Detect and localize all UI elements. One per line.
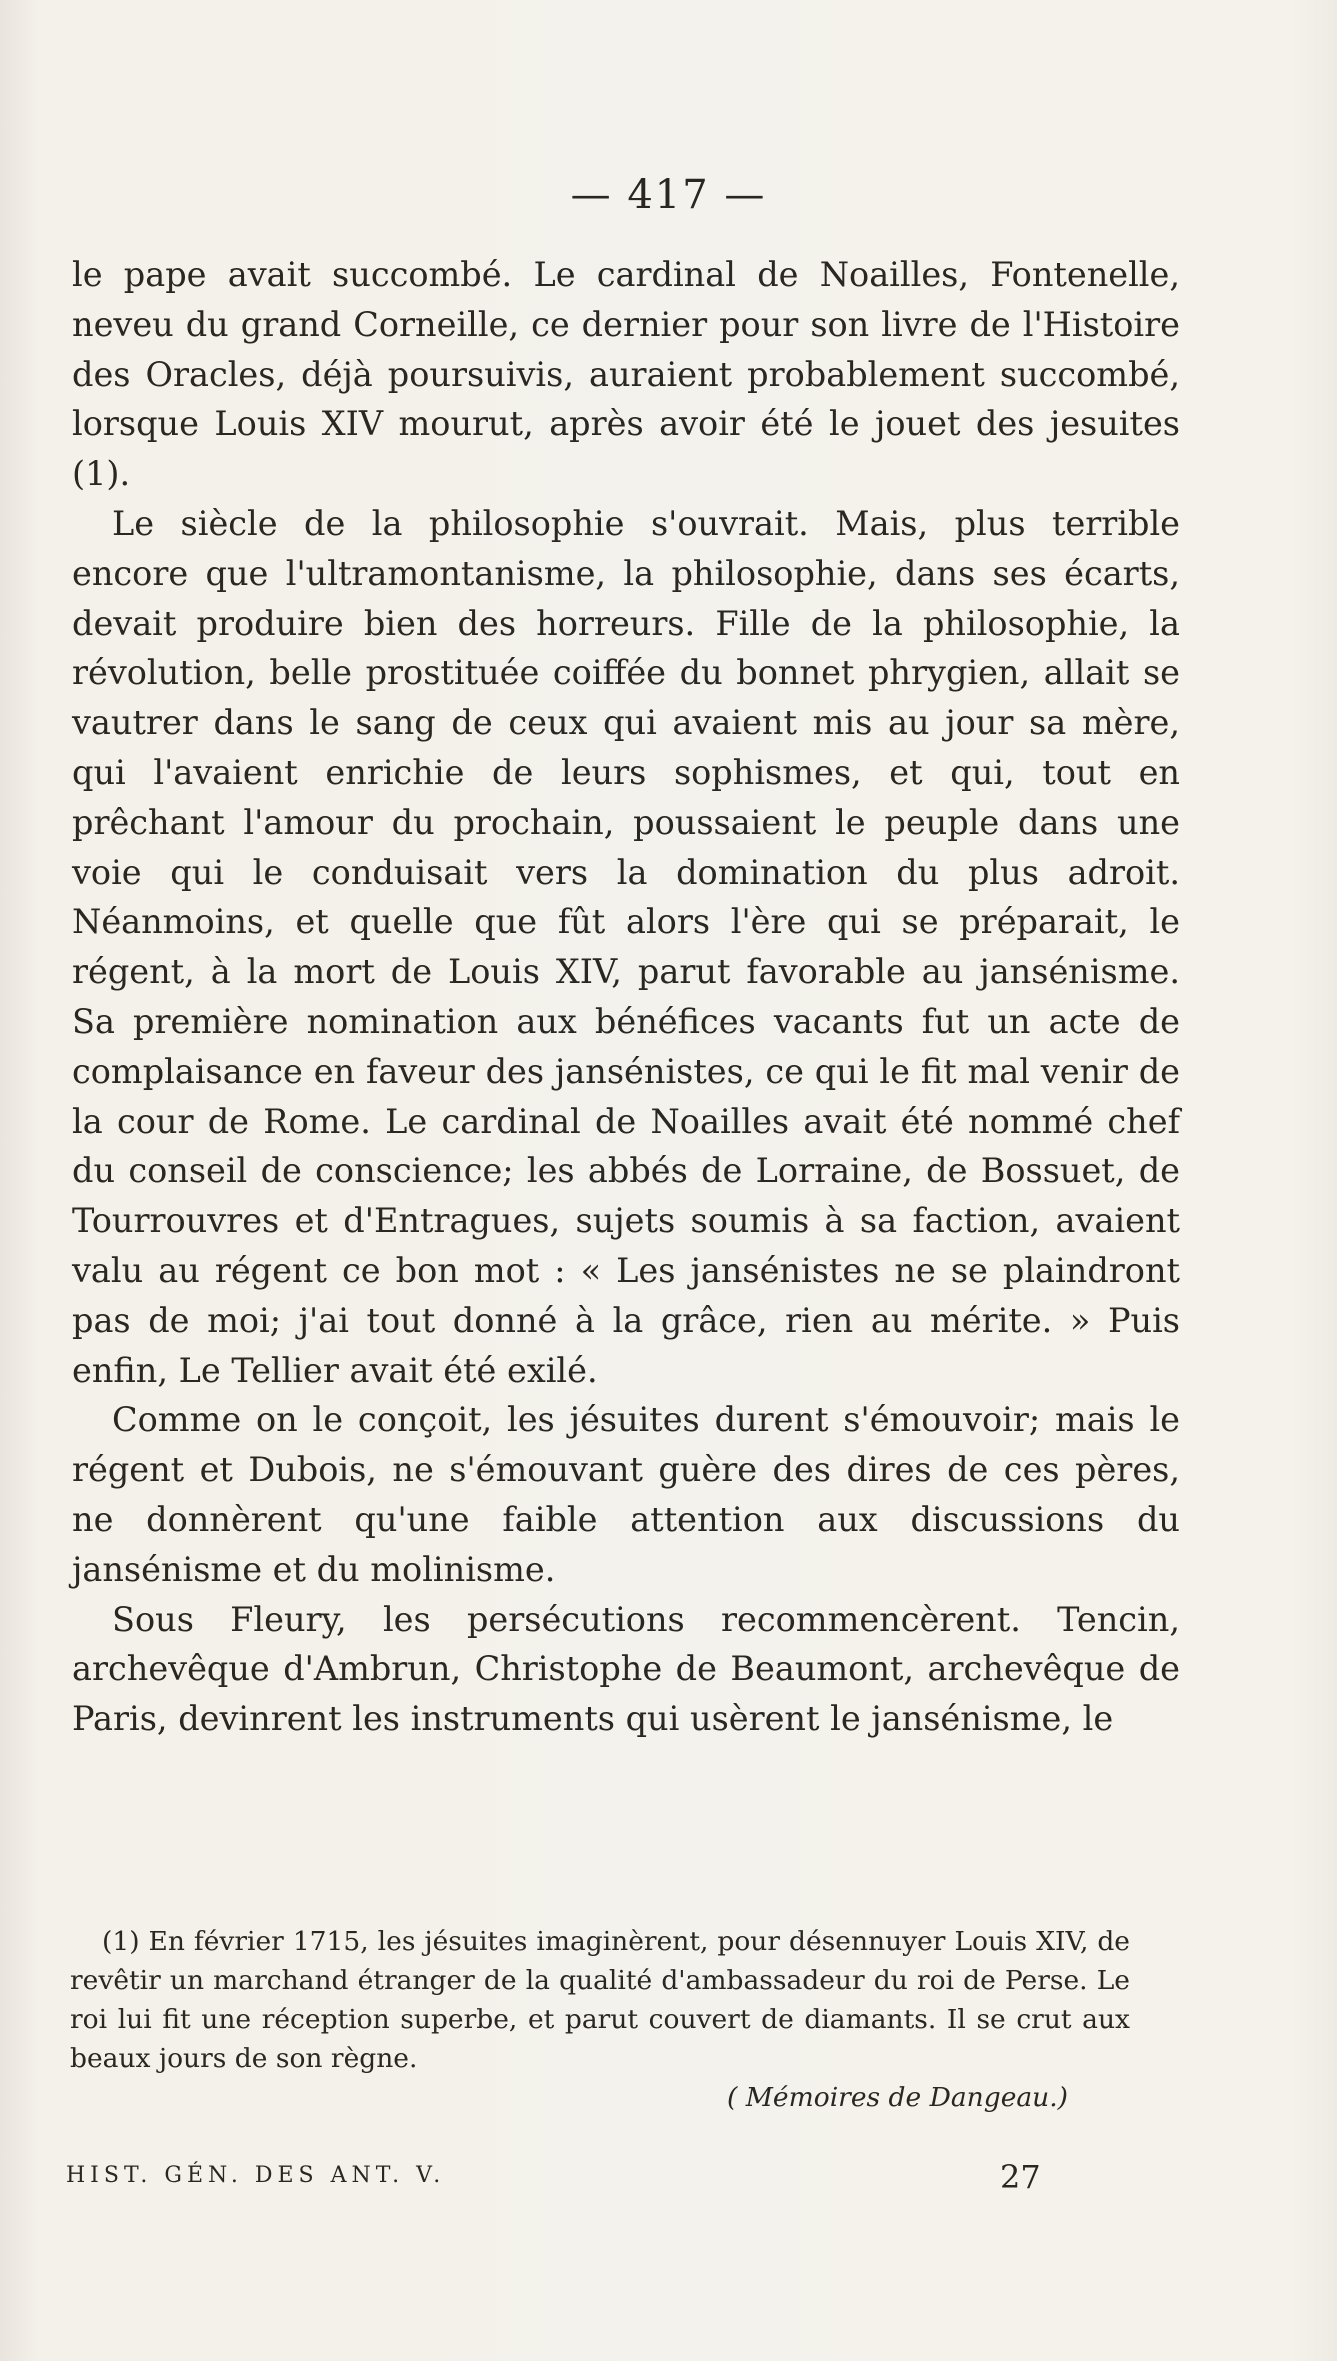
sheet-number: 27	[1000, 2158, 1041, 2196]
paragraph-2: Le siècle de la philosophie s'ouvrait. Mais, plus terrible encore que l'ultramontanisme, la philosophie, dans ses écarts, devait produire bien des horreurs. Fille de la philosophie, la révolution, belle prostituée coiffée du bonnet phrygien, allait se vautrer dans le sang de ceux qui avaient mis au jour sa mère, qui l'avaient enrichie de leurs sophismes, et qui, tout en prêchant l'amour du prochain, poussaient le peuple dans une voie qui le conduisait vers la domination du plus adroit. Néanmoins, et quelle que fût alors l'ère qui se préparait, le régent, à la mort de Louis XIV, parut favorable au jansénisme. Sa première nomination aux bénéfices vacants fut un acte de complaisance en faveur des jansénistes, ce qui le fit mal venir de la cour de Rome. Le cardinal de Noailles avait été nommé chef du conseil de conscience; les abbés de Lorraine, de Bossuet, de Tourrouvres et d'Entragues, sujets soumis à sa faction, avaient valu au régent ce bon mot : « Les jansénistes ne se plaindront pas de moi; j'ai tout donné à la grâce, rien au mérite. » Puis enfin, Le Tellier avait été exilé.	[72, 503, 1180, 1390]
printer-signature: HIST. GÉN. DES ANT. V.	[66, 2163, 446, 2188]
page-number: — 417 —	[570, 172, 767, 218]
paragraph-3: Comme on le conçoit, les jésuites durent s'émouvoir; mais le régent et Dubois, ne s'émouvant guère des dires de ces pères, ne donnèrent qu'une faible attention aux discussions du jansénisme et du molinisme.	[72, 1400, 1180, 1589]
body-text	[72, 250, 1180, 1744]
footnote-source: ( Mémoires de Dangeau.)	[727, 2082, 1068, 2113]
paragraph-1: le pape avait succombé. Le cardinal de Noailles, Fontenelle, neveu du grand Corneille, ce dernier pour son livre de l'Histoire des Oracles, déjà poursuivis, auraient probablement succombé, lorsque Louis XIV mourut, après avoir été le jouet des jesuites (1).	[72, 255, 1180, 494]
footnote-text: (1) En février 1715, les jésuites imaginèrent, pour désennuyer Louis XIV, de revêtir un marchand étranger de la qualité d'ambassadeur du roi de Perse. Le roi lui fit une réception superbe, et parut couvert de diamants. Il se crut aux beaux jours de son règne.	[70, 1926, 1130, 2074]
paragraph-4: Sous Fleury, les persécutions recommencèrent. Tencin, archevêque d'Ambrun, Christophe de Beaumont, archevêque de Paris, devinrent les instruments qui usèrent le jansénisme, le	[72, 1599, 1180, 1739]
footnote	[70, 1922, 1130, 2117]
